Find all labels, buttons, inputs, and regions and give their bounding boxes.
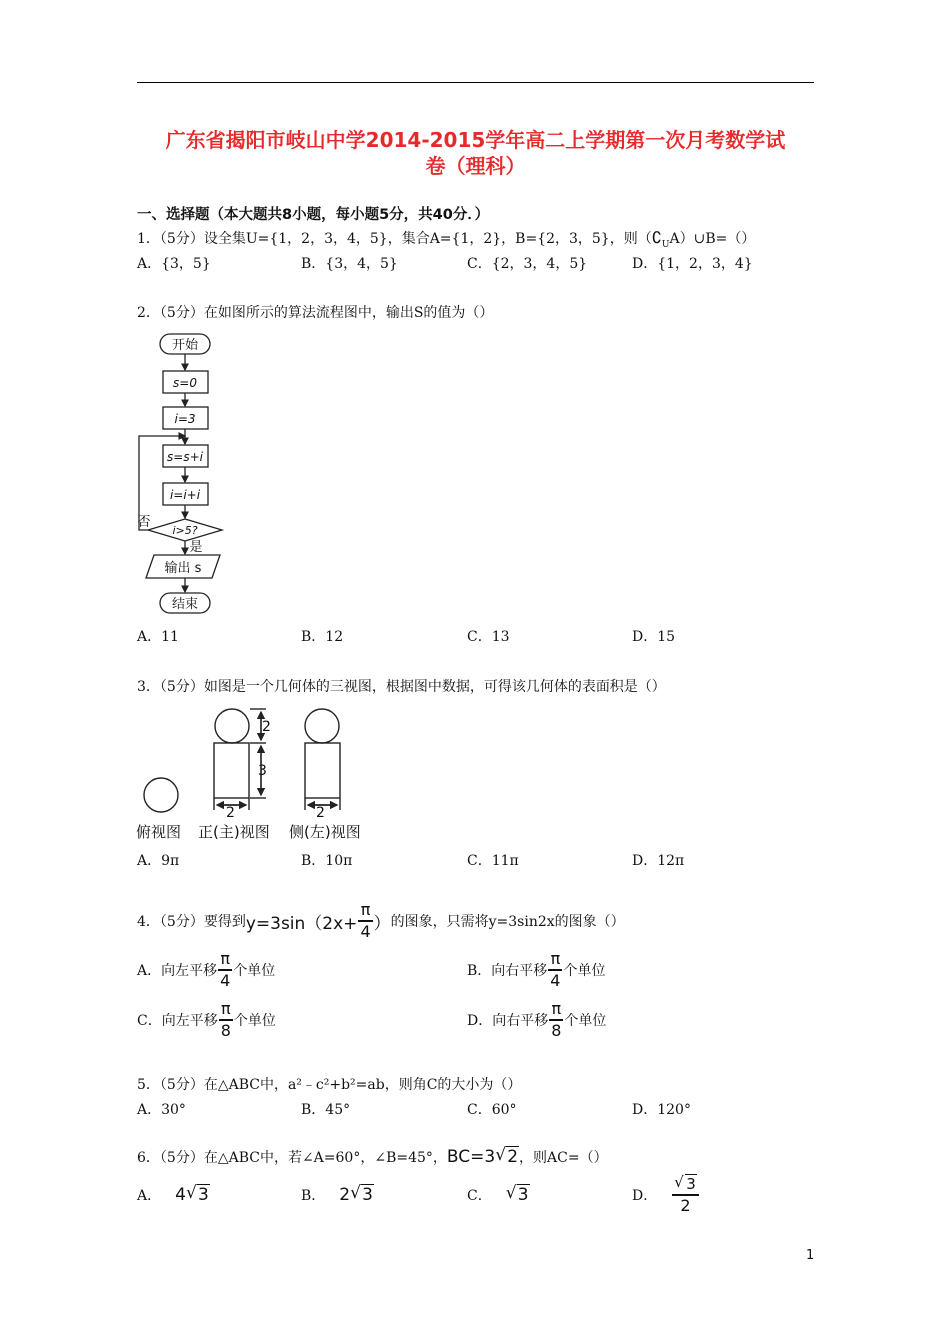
top-view-circle (144, 778, 178, 812)
flow-ii-label: i=i+i (169, 488, 201, 502)
flow-yes-label: 是 (189, 540, 203, 555)
q1-option-b[interactable]: B．{3，4，5} (301, 256, 398, 272)
doc-title-line2: 卷（理科） (425, 154, 526, 178)
question-3-stem: 3．（5分）如图是一个几何体的三视图，根据图中数据，可得该几何体的表面积是（） (137, 679, 666, 695)
q5-option-b[interactable]: B．45° (301, 1102, 351, 1118)
flow-ss-label: s=s+i (167, 450, 203, 464)
flow-condition-label: i>5? (172, 524, 198, 537)
header-rule (137, 82, 814, 83)
q5-option-c[interactable]: C．60° (467, 1102, 517, 1118)
side-view-label: 侧(左)视图 (289, 823, 361, 841)
front-view-label: 正(主)视图 (198, 823, 270, 841)
side-view-sphere (305, 709, 339, 743)
doc-title-line1: 广东省揭阳市岐山中学2014-2015学年高二上学期第一次月考数学试 (165, 128, 786, 152)
dim-2-top: 2 (262, 719, 271, 735)
q6-option-c[interactable]: C． √ 3 (467, 1183, 529, 1205)
flow-end-label: 结束 (171, 597, 199, 612)
q6-option-a[interactable]: A． 4 √ 3 (137, 1183, 209, 1205)
question-1-stem: 1．（5分）设全集U={1，2，3，4，5}，集合A={1，2}，B={2，3，5}，则$(∁_UA)\cup B=()$ (137, 228, 756, 250)
top-view-label: 俯视图 (136, 823, 182, 841)
flow-s0-label: s=0 (173, 376, 197, 390)
q1-option-d[interactable]: D．{1，2，3，4} (632, 256, 753, 272)
q1-option-a[interactable]: A．{3，5} (137, 256, 211, 272)
q6-option-b[interactable]: B． 2 √ 3 (301, 1183, 373, 1205)
three-views-figure (134, 700, 384, 845)
flow-start-label: 开始 (171, 338, 199, 353)
q3-option-d[interactable]: D．12π (632, 853, 685, 869)
q3-option-a[interactable]: A．9π (137, 853, 180, 869)
q2-option-d[interactable]: D．15 (632, 629, 676, 645)
page-number: 1 (806, 1248, 815, 1263)
q4-option-c[interactable]: C．向左平移 $\frac{\pi}{8}$ 个单位 (137, 999, 276, 1040)
sqrt-2: √ 2 (495, 1145, 519, 1167)
q4-option-b[interactable]: B．向右平移 $\frac{\pi}{4}$ 个单位 (467, 949, 606, 990)
question-4-stem: 4．（5分）要得到 y=3sin（2x+ $\frac{\pi}{4}$ ） 的图象，只需将y=3sin2x的图象（） (137, 900, 625, 941)
q2-option-b[interactable]: B．12 (301, 629, 344, 645)
complement-symbol: ∁ (651, 228, 662, 247)
q6-option-d[interactable]: D． √ 3 2 (632, 1172, 700, 1218)
question-2-stem: 2．（5分）在如图所示的算法流程图中，输出S的值为（） (137, 305, 494, 321)
q4-option-a[interactable]: A．向左平移 $\frac{\pi}{4}$ 个单位 (137, 949, 276, 990)
q5-option-d[interactable]: D．120° (632, 1102, 691, 1118)
question-5-stem: 5．（5分）在△ABC中，a²﹣c²+b²=ab，则角C的大小为（） (137, 1077, 522, 1093)
flow-i3-label: i=3 (174, 412, 196, 426)
section-heading: 一、选择题（本大题共8小题，每小题5分，共40分．） (137, 207, 490, 223)
q2-option-c[interactable]: C．13 (467, 629, 510, 645)
dim-3: 3 (258, 763, 267, 779)
q1-option-c[interactable]: C．{2，3，4，5} (467, 256, 588, 272)
q5-option-a[interactable]: A．30° (137, 1102, 186, 1118)
q3-option-c[interactable]: C．11π (467, 853, 519, 869)
flow-no-label: 否 (137, 515, 151, 530)
dim-2-front: 2 (226, 805, 235, 821)
front-view-sphere (215, 709, 249, 743)
q3-option-b[interactable]: B．10π (301, 853, 353, 869)
q4-frac: $\frac{\pi}{4}$ (360, 900, 371, 941)
flow-output-label: 输出 s (164, 561, 202, 576)
side-view-cylinder (305, 743, 340, 798)
q4-option-d[interactable]: D．向右平移 $\frac{\pi}{8}$ 个单位 (467, 999, 607, 1040)
question-6-stem: 6．（5分）在△ABC中，若∠A=60°，∠B=45°， BC=3 √ 2 ，则AC=（） (137, 1145, 608, 1167)
flowchart (134, 328, 234, 618)
q2-option-a[interactable]: A．11 (137, 629, 179, 645)
dim-2-side: 2 (316, 805, 325, 821)
front-view-cylinder (214, 743, 249, 798)
